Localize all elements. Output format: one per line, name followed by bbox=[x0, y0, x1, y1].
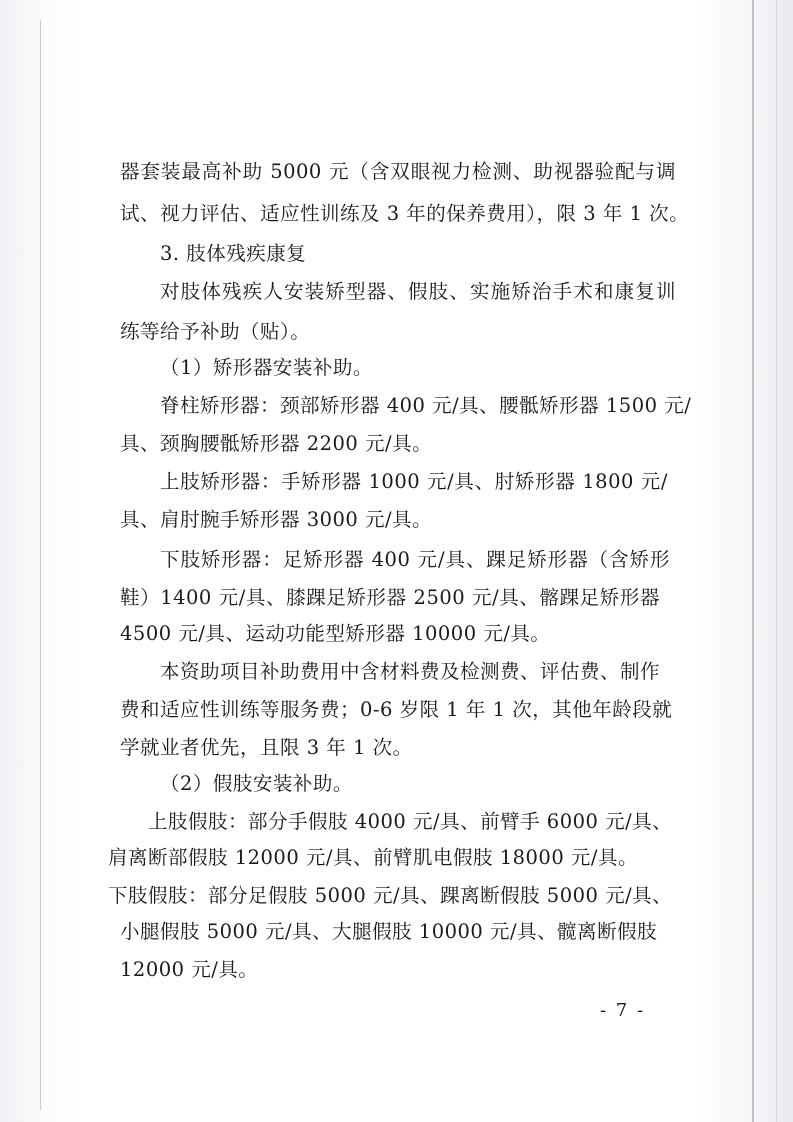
body-line: 小腿假肢 5000 元/具、大腿假肢 10000 元/具、髋离断假肢 bbox=[120, 920, 658, 943]
body-line: 鞋）1400 元/具、膝踝足矫形器 2500 元/具、髂踝足矫形器 bbox=[120, 586, 660, 609]
body-line: 脊柱矫形器：颈部矫形器 400 元/具、腰骶矫形器 1500 元/ bbox=[160, 394, 692, 417]
body-line: 4500 元/具、运动功能型矫形器 10000 元/具。 bbox=[120, 622, 551, 645]
section-heading: 3. 肢体残疾康复 bbox=[160, 242, 307, 265]
scan-edge-right-outer bbox=[776, 0, 777, 1122]
page-number: - 7 - bbox=[600, 1000, 646, 1021]
body-line: 上肢矫形器：手矫形器 1000 元/具、肘矫形器 1800 元/ bbox=[160, 470, 668, 493]
subsection-heading: （1）矫形器安装补助。 bbox=[160, 356, 373, 379]
body-line: 学就业者优先，且限 3 年 1 次。 bbox=[120, 736, 413, 759]
scan-edge-left bbox=[40, 20, 41, 1110]
body-line: 下肢矫形器：足矫形器 400 元/具、踝足矫形器（含矫形 bbox=[160, 548, 670, 571]
scan-edge-right bbox=[752, 0, 754, 1122]
body-line: 具、颈胸腰骶矫形器 2200 元/具。 bbox=[120, 432, 433, 455]
body-line: 肩离断部假肢 12000 元/具、前臂肌电假肢 18000 元/具。 bbox=[108, 846, 638, 869]
subsection-heading: （2）假肢安装补助。 bbox=[160, 772, 353, 795]
body-line: 试、视力评估、适应性训练及 3 年的保养费用），限 3 年 1 次。 bbox=[120, 202, 690, 225]
body-line: 具、肩肘腕手矫形器 3000 元/具。 bbox=[120, 508, 433, 531]
body-line: 费和适应性训练等服务费；0-6 岁限 1 年 1 次，其他年龄段就 bbox=[120, 698, 673, 721]
body-line: 器套装最高补助 5000 元（含双眼视力检测、助视器验配与调 bbox=[120, 160, 676, 183]
body-line: 本资助项目补助费用中含材料费及检测费、评估费、制作 bbox=[160, 660, 661, 683]
body-line: 下肢假肢：部分足假肢 5000 元/具、踝离断假肢 5000 元/具、 bbox=[108, 884, 673, 907]
body-line: 对肢体残疾人安装矫型器、假肢、实施矫治手术和康复训 bbox=[160, 280, 676, 303]
body-line: 练等给予补助（贴）。 bbox=[120, 320, 311, 343]
body-line: 12000 元/具。 bbox=[120, 958, 259, 981]
body-line: 上肢假肢：部分手假肢 4000 元/具、前臂手 6000 元/具、 bbox=[148, 810, 673, 833]
